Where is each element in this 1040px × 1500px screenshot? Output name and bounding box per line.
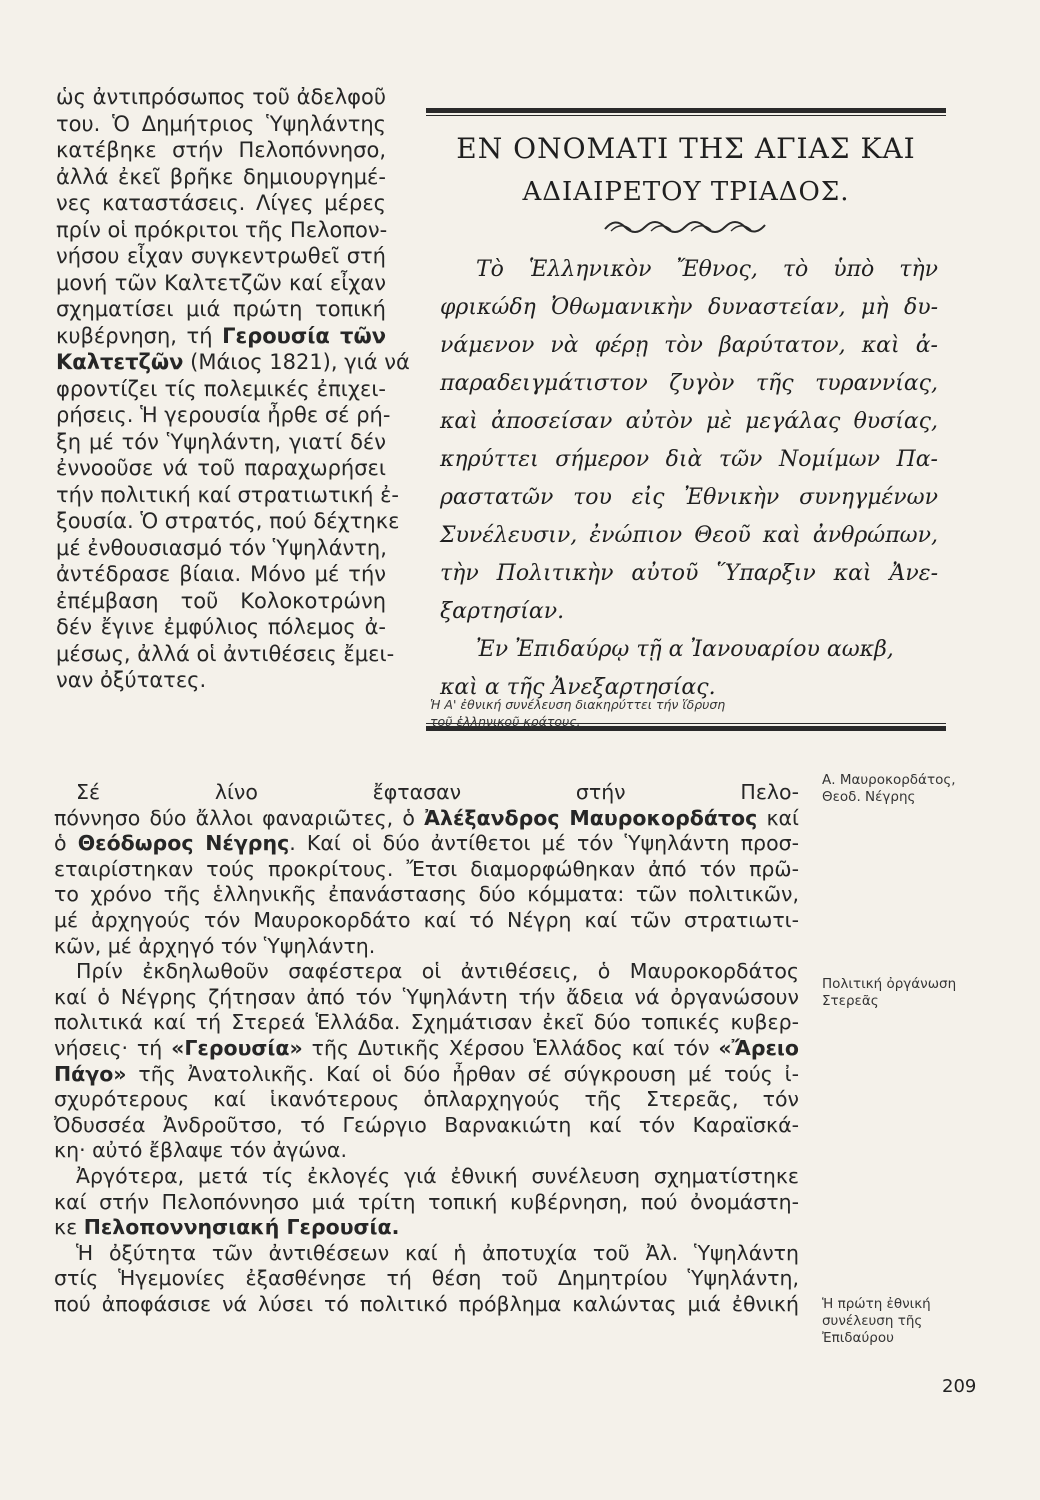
text-line — [56, 84, 386, 111]
text-line — [56, 164, 386, 191]
text-run: σχυρότερους καί ἱκανότερους ὁπλαρχηγούς τῆς Στερεᾶς, τόν — [54, 1087, 799, 1112]
text-line — [56, 641, 395, 668]
text-line — [56, 667, 386, 694]
text-run: στίς Ἡγεμονίες ἐξασθένησε τή θέση τοῦ Δημητρίου Ὑψηλάντη, — [54, 1266, 799, 1291]
text-run: καί ὁ Νέγρης ζήτησαν ἀπό τόν Ὑψηλάντη τήν ἄδεια νά ὀργανώσουν — [54, 984, 799, 1009]
text-line — [54, 1036, 799, 1062]
text-line — [54, 1113, 799, 1139]
text-run: φροντίζει τίς πολεμικές ἐπιχει- — [56, 376, 386, 401]
side-note-line: Στερεᾶς — [822, 993, 879, 1009]
proclamation-line: ξαρτησίαν. — [440, 599, 565, 624]
text-line — [56, 535, 386, 562]
text-run: ἀντέδρασε βίαια. Μόνο μέ τήν — [56, 562, 386, 586]
text-line — [54, 1266, 799, 1292]
text-run: μέ ἐνθουσιασμό τόν Ὑψηλάντη, — [56, 535, 387, 560]
text-run: πολιτικά καί τή Στερεά Ἑλλάδα. Σχημάτισαν ἐκεῖ δύο τοπικές κυβερ- — [54, 1010, 799, 1035]
text-line — [54, 1292, 799, 1318]
text-run: το χρόνο τῆς ἑλληνικῆς ἐπανάστασης δύο κόμματα: τῶν πολιτικῶν, — [54, 882, 799, 907]
text-line — [56, 111, 386, 138]
side-note-line: Ἡ πρώτη ἐθνική — [822, 1296, 931, 1312]
text-run: κη· αὐτό ἔβλαψε τόν ἀγώνα. — [54, 1138, 347, 1163]
bold-term: Γερουσία τῶν — [222, 323, 387, 348]
text-line — [54, 1190, 799, 1216]
caption-line: τοῦ ἑλληνικοῦ κράτους. — [430, 714, 581, 729]
text-run: μονή τῶν Καλτετζῶν καί εἶχαν — [56, 270, 386, 295]
text-run: (Μάιος 1821), γιά νά — [183, 350, 410, 374]
text-line — [56, 561, 386, 588]
text-run: τήν πολιτική καί στρατιωτική ἐ- — [56, 482, 399, 507]
text-run: εταιρίστηκαν τούς προκρίτους. Ἔτσι διαμορφώθηκαν ἀπό τόν πρῶ- — [54, 856, 799, 881]
side-note-line: Πολιτική ὀργάνωση — [822, 976, 957, 992]
text-run: ναν ὀξύτατες. — [56, 668, 207, 692]
text-run: πρίν οἱ πρόκριτοι τῆς Πελοπον- — [56, 217, 388, 242]
proclamation-line: ραστατῶν του εἰς Ἐθνικὴν συνηγμένων — [440, 485, 938, 510]
side-note-epidavros — [822, 1296, 931, 1347]
text-line — [56, 243, 386, 270]
text-line — [56, 402, 391, 429]
text-line — [54, 1215, 799, 1241]
text-run: μέσως, ἀλλά οἱ ἀντιθέσεις ἔμει- — [56, 641, 395, 666]
text-run: Ὀδυσσέα Ἀνδροῦτσο, τό Γεώργιο Βαρνακιώτη καί τόν Καραϊσκά- — [54, 1112, 799, 1137]
side-note-sterea — [822, 976, 956, 1010]
side-note-mavrokordatos — [822, 772, 956, 806]
proclamation-line: παραδειγμάτιστον ζυγὸν τῆς τυραννίας, — [440, 371, 938, 396]
text-run: ξη μέ τόν Ὑψηλάντη, γιατί δέν — [56, 429, 386, 454]
text-line — [54, 806, 799, 832]
bold-term: «Ἄρειο — [718, 1035, 799, 1060]
text-run: ὁ — [54, 831, 78, 856]
text-run: του. Ὁ Δημήτριος Ὑψηλάντης — [56, 111, 386, 136]
text-run: ἀλλά ἐκεῖ βρῆκε δημιουργημέ- — [56, 164, 386, 189]
bold-term: Ἀλέξανδρος Μαυροκορδάτος — [424, 805, 758, 830]
bold-term: «Γερουσία» — [171, 1035, 303, 1060]
proclamation-title-line1: ΕΝ ΟΝΟΜΑΤΙ ΤΗΣ ΑΓΙΑΣ ΚΑΙ — [456, 132, 916, 165]
text-line — [54, 1138, 799, 1164]
page-number: 209 — [942, 1376, 977, 1397]
text-run: τῆς Ἀνατολικῆς. Καί οἱ δύο ἦρθαν σέ σύγκρουση μέ τούς ἰ- — [126, 1061, 799, 1086]
text-line — [56, 508, 400, 535]
bold-term: Καλτετζῶν — [56, 350, 184, 374]
text-line — [54, 934, 799, 960]
text-run: σχηματίσει μιά πρώτη τοπική — [56, 297, 386, 321]
text-run: κε — [54, 1215, 84, 1240]
text-run: . Καί οἱ δύο ἀντίθετοι μέ τόν Ὑψηλάντη προσ- — [289, 831, 799, 856]
text-line — [54, 1241, 799, 1267]
text-line — [54, 908, 799, 934]
text-line — [56, 137, 386, 164]
text-line — [56, 482, 399, 509]
text-line — [56, 429, 386, 456]
text-line — [56, 323, 386, 350]
text-run: δέν ἔγινε ἐμφύλιος πόλεμος ἀ- — [56, 615, 386, 639]
text-line — [56, 588, 386, 615]
proclamation-line: φρικώδη Ὀθωμανικὴν δυναστείαν, μὴ δυ- — [440, 295, 938, 320]
proclamation-box — [426, 108, 946, 731]
left-text-column — [56, 84, 410, 694]
text-line — [54, 1010, 799, 1036]
text-run: Σέ λίνο ἔφτασαν στήν Πελο- — [76, 780, 799, 804]
text-run: κῶν, μέ ἀρχηγό τόν Ὑψηλάντη. — [54, 933, 376, 958]
proclamation-line: Τὸ Ἑλληνικὸν Ἔθνος, τὸ ὑπὸ τὴν — [476, 257, 938, 282]
proclamation-title-line2: ΑΔΙΑΙΡΕΤΟΥ ΤΡΙΑΔΟΣ. — [522, 177, 850, 207]
text-line — [56, 296, 386, 323]
text-run: ρήσεις. Ἡ γερουσία ἦρθε σέ ρή- — [56, 403, 391, 427]
text-line — [54, 882, 799, 908]
text-run: ὡς ἀντιπρόσωπος τοῦ ἀδελφοῦ — [56, 85, 386, 109]
top-rule-thin — [426, 115, 946, 116]
proclamation-line: καὶ α τῆς Ἀνεξαρτησίας. — [440, 675, 716, 700]
main-text-column — [54, 780, 799, 1317]
text-line — [54, 1062, 799, 1088]
text-run: καί — [757, 805, 799, 830]
side-note-line: συνέλευση τῆς — [822, 1313, 923, 1329]
text-line — [56, 217, 386, 244]
text-run: κυβέρνηση, τή — [56, 323, 223, 348]
text-run: Πρίν ἐκδηλωθοῦν σαφέστερα οἱ ἀντιθέσεις, ὁ Μαυροκορδάτος — [76, 959, 799, 984]
text-run: κατέβηκε στήν Πελοπόννησο, — [56, 138, 386, 162]
side-note-line: Α. Μαυροκορδάτος, — [822, 772, 956, 788]
text-run: Ἀργότερα, μετά τίς ἐκλογές γιά ἐθνική συνέλευση σχηματίστηκε — [76, 1163, 799, 1188]
text-run: Ἡ ὀξύτητα τῶν ἀντιθέσεων καί ἡ ἀποτυχία τοῦ Ἀλ. Ὑψηλάντη — [76, 1240, 799, 1265]
text-line — [56, 614, 386, 641]
bold-term: Πελοποννησιακή Γερουσία. — [83, 1215, 400, 1240]
bold-term: Θεόδωρος Νέγρης — [77, 831, 290, 856]
caption-line: Ἡ Α' ἐθνική συνέλευση διακηρύττει τήν ἵδρυση — [430, 697, 726, 712]
text-run: πόννησο δύο ἄλλοι φαναριῶτες, ὁ — [54, 805, 425, 830]
text-run: ἐπέμβαση τοῦ Κολοκοτρώνη — [56, 588, 386, 613]
text-line — [56, 349, 410, 376]
ornament-icon — [426, 215, 946, 237]
proclamation-body — [426, 251, 946, 707]
figure-caption — [430, 696, 830, 730]
text-line — [54, 985, 799, 1011]
top-rule — [426, 108, 946, 113]
side-note-line: Θεοδ. Νέγρης — [822, 789, 916, 805]
proclamation-line: καὶ ἀποσείσαν αὐτὸν μὲ μεγάλας θυσίας, — [440, 409, 938, 434]
text-run: τῆς Δυτικῆς Χέρσου Ἑλλάδος καί τόν — [302, 1035, 719, 1060]
bold-term: Πάγο» — [54, 1061, 127, 1086]
text-run: πού ἀποφάσισε νά λύσει τό πολιτικό πρόβλημα καλώντας μιά ἐθνική — [54, 1291, 799, 1316]
text-line — [54, 780, 799, 806]
text-line — [56, 376, 386, 403]
text-line — [54, 1087, 799, 1113]
text-run: νες καταστάσεις. Λίγες μέρες — [56, 191, 386, 215]
text-line — [54, 1164, 799, 1190]
proclamation-line: Συνέλευσιν, ἐνώπιον Θεοῦ καὶ ἀνθρώπων, — [440, 523, 938, 548]
text-line — [56, 270, 386, 297]
side-note-line: Ἐπιδαύρου — [822, 1330, 894, 1346]
text-line — [54, 959, 799, 985]
text-run: μέ ἀρχηγούς τόν Μαυροκορδάτο καί τό Νέγρη καί τῶν στρατιωτι- — [54, 907, 799, 932]
proclamation-line: νάμενον νὰ φέρῃ τὸν βαρύτατον, καὶ ἀ- — [440, 333, 938, 358]
proclamation-line: Ἐν Ἐπιδαύρῳ τῇ α Ἰανουαρίου αωκβ, — [476, 637, 894, 662]
text-line — [54, 857, 799, 883]
text-line — [56, 190, 386, 217]
text-line — [54, 831, 799, 857]
text-run: ἐννοοῦσε νά τοῦ παραχωρήσει — [56, 456, 386, 480]
proclamation-line: τὴν Πολιτικὴν αὐτοῦ Ὕπαρξιν καὶ Ἀνε- — [440, 561, 938, 586]
text-run: νήσου εἶχαν συγκεντρωθεῖ στή — [56, 244, 386, 268]
text-run: καί στήν Πελοπόννησο μιά τρίτη τοπική κυβέρνηση, πού ὀνομάστη- — [54, 1189, 799, 1214]
text-run: νήσεις· τή — [54, 1035, 172, 1060]
proclamation-line: κηρύττει σήμερον διὰ τῶν Νομίμων Πα- — [440, 447, 938, 472]
text-line — [56, 455, 386, 482]
text-run: ξουσία. Ὁ στρατός, πού δέχτηκε — [56, 509, 400, 533]
